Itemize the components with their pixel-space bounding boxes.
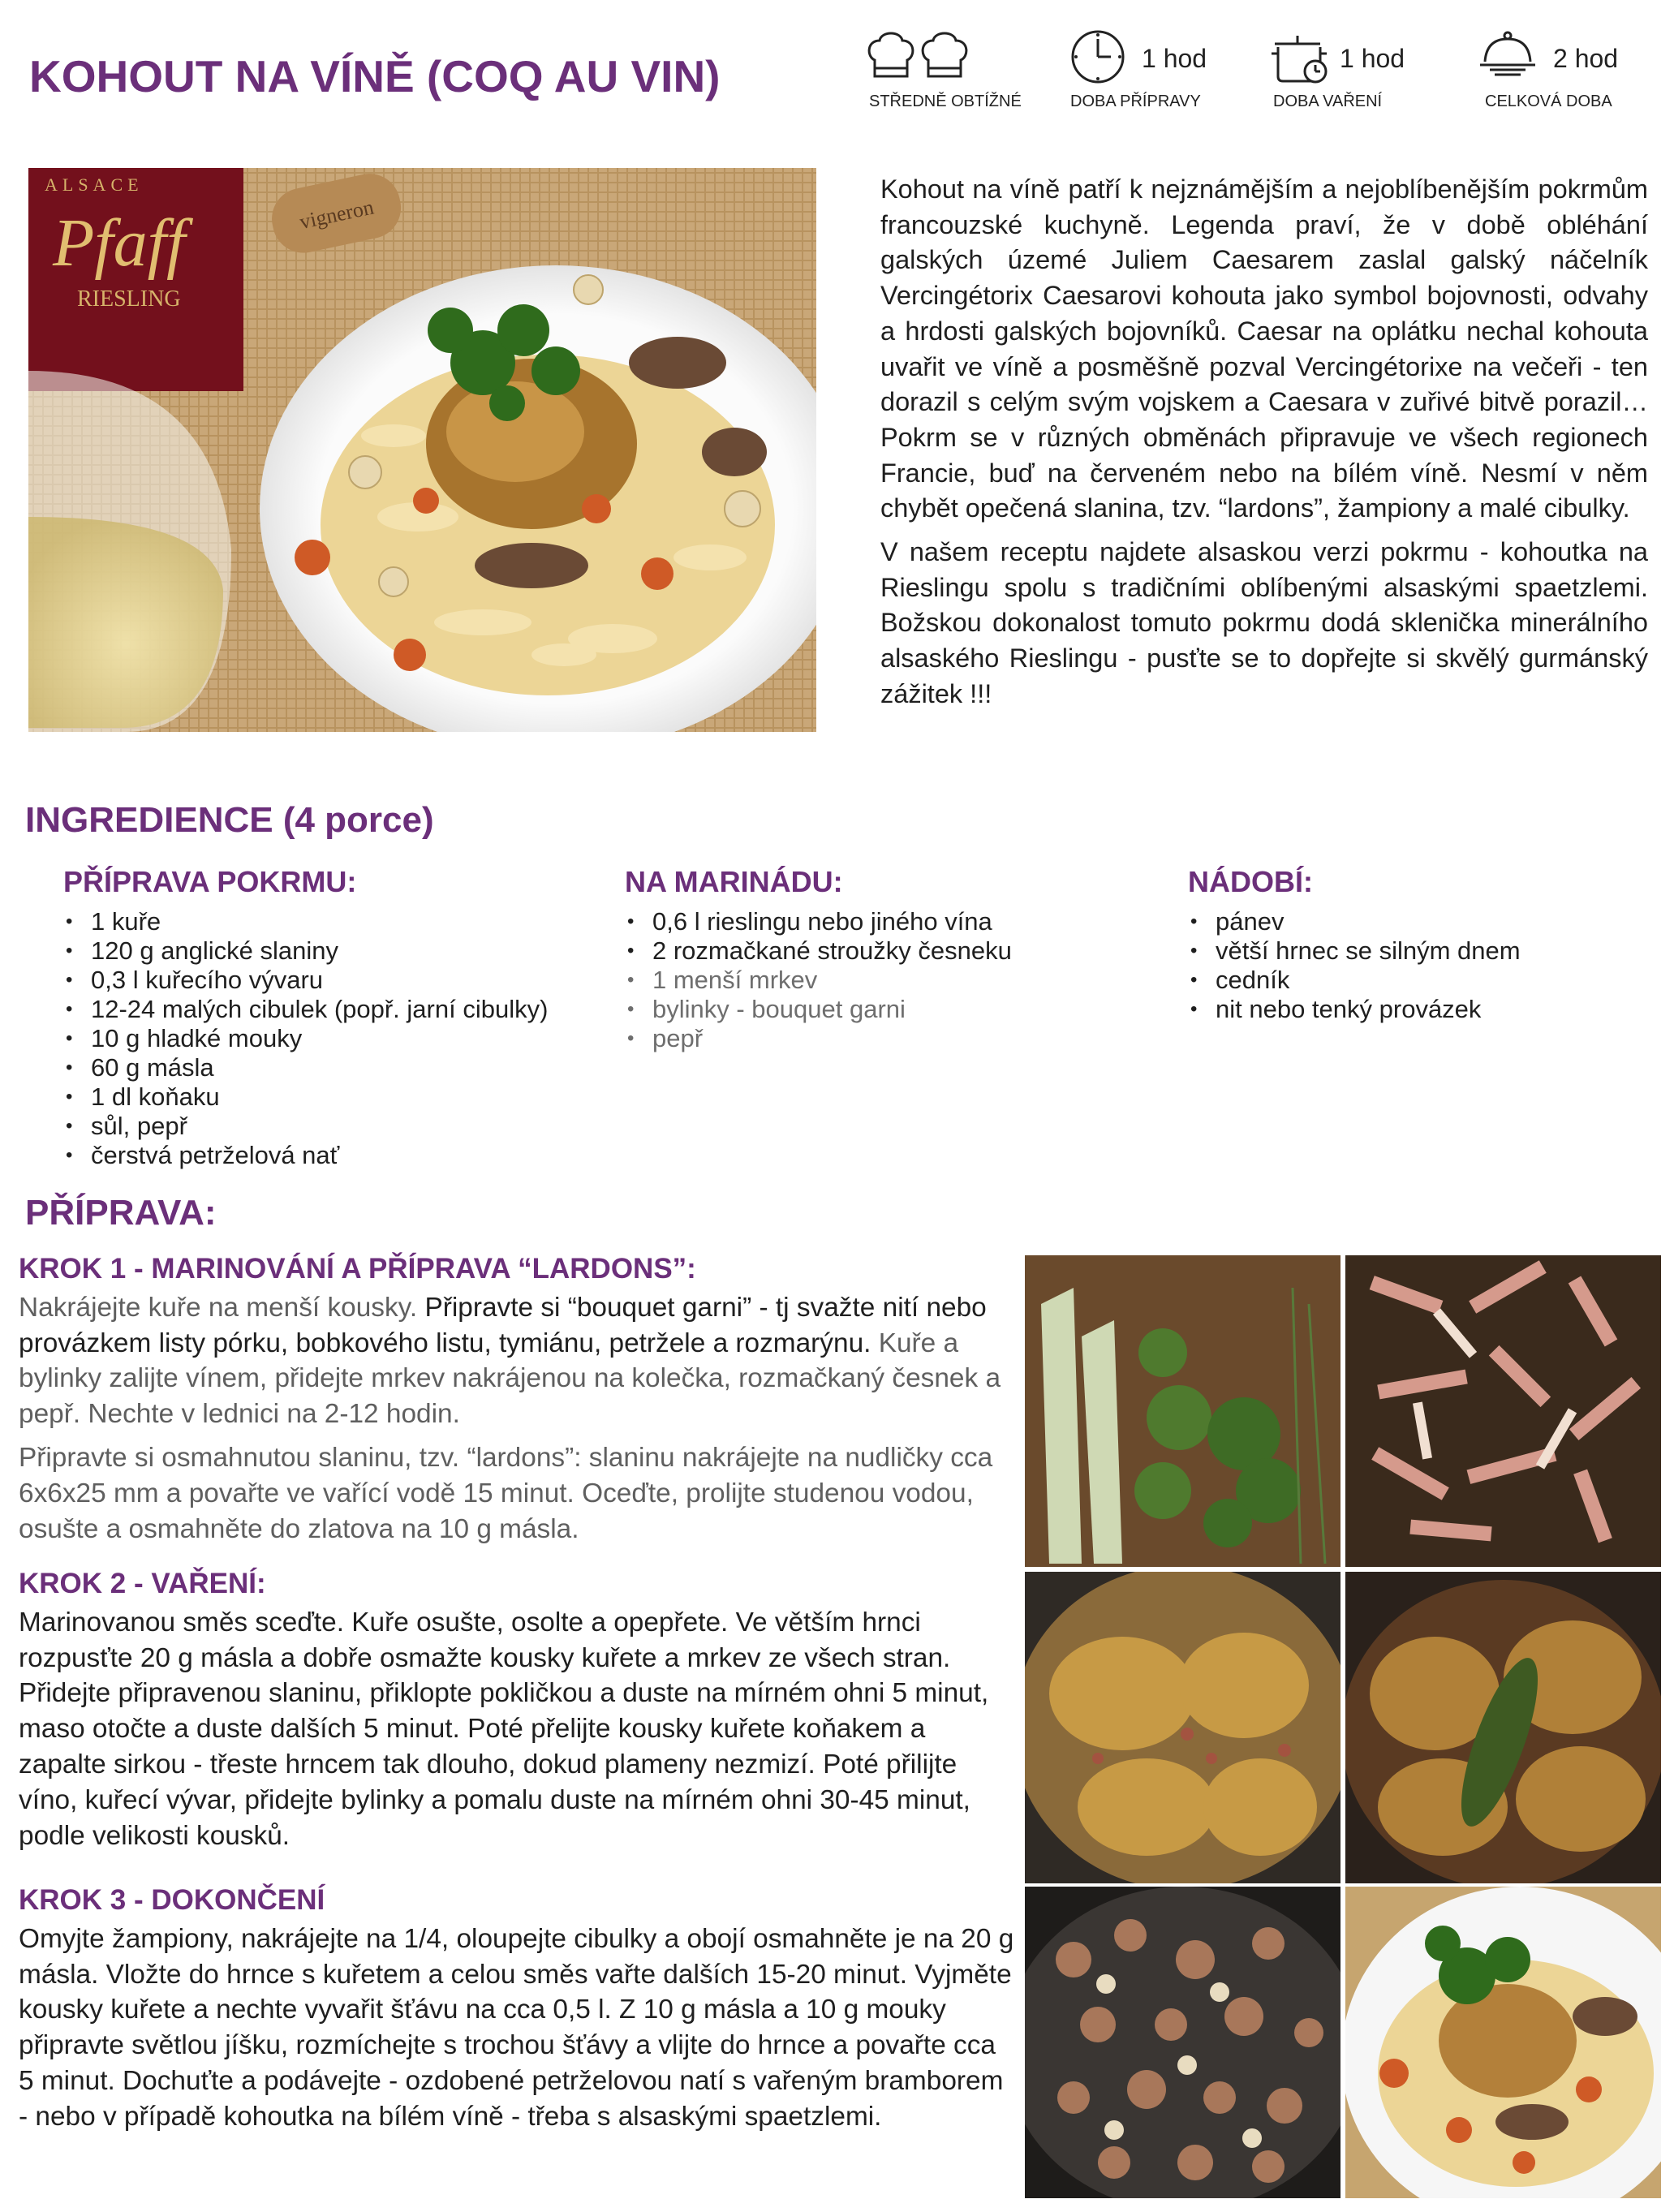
bottle-brand-text: Pfaff [53,205,186,281]
ingredient-item: • 60 g másla [63,1053,548,1082]
badge-label: DOBA PŘÍPRAVY [1070,93,1201,110]
cookware-item: • cedník [1188,966,1521,995]
column-heading: NA MARINÁDU: [625,865,843,898]
cork-text: vigneron [297,195,377,235]
step-3 [19,1883,1017,2143]
step-paragraph: Připravte si osmahnutou slaninu, tzv. “lardons”: slaninu nakrájejte na nudličky cca 6x6x25 mm a povařte ve vařící vodě 15 minut. Oceďte, prolijte studenou vodou, osušte a osmahněte do zlatova na 10 g másla. [19,1442,993,1544]
cookware-item: • nit nebo tenký provázek [1188,995,1521,1024]
bottle-wine-text: RIESLING [77,286,181,312]
cook-time-badge [1268,23,1431,128]
ingredient-item: • 2 rozmačkané stroužky česneku [625,936,1012,966]
step-text-part: Kuře a bylinky zalijte vínem, přidejte mrkev nakrájenou na kolečka, rozmačkaný česnek a pepř. Nechte v lednici na 2-12 hodin. [19,1328,1001,1430]
hero-dish-photo [28,168,816,732]
ingredient-item: • 0,6 l rieslingu nebo jiného vína [625,907,1012,936]
ingredient-item: • čerstvá petrželová nať [63,1141,548,1170]
step-heading: KROK 3 - DOKONČENÍ [19,1884,325,1916]
badge-value: 1 hod [1340,44,1405,73]
cookware-item: • větší hrnec se silným dnem [1188,936,1521,966]
intro-text [880,172,1648,743]
clock-icon [1069,28,1127,90]
cookware-item: • pánev [1188,907,1521,936]
badge-label: STŘEDNĚ OBTÍŽNÉ [869,93,1022,110]
ingredient-item: • 1 kuře [63,907,548,936]
ingredient-item: • 1 menší mrkev [625,966,1012,995]
photo-bacon-strips [1345,1255,1661,1567]
intro-paragraph: Kohout na víně patří k nejznámějším a nejoblíbenějším pokrmům francouzské kuchyně. Legenda praví, že v době obléhání galských územé Juliem Caesarem zaslal galský náčelník Vercingétorix Caesarovi kohouta jako symbol bojovnosti, odvahy a hrdosti galských bojovníků. Caesar na oplátku nechal kohouta uvařit ve víně a posměšně pozval Vercingétorixe na večeři - ten dorazil s celým svým vojskem a Caesara v zuřivé bitvě porazil… Pokrm se v různých obměnách připravuje ve všech regionech Francie, buď na červeném nebo na bílém víně. Nesmí v něm chybět opečená slanina, tzv. “lardons”, žampiony a malé cibulky. [880,174,1648,523]
step-2 [19,1566,1017,1861]
step-heading: KROK 1 - MARINOVÁNÍ A PŘÍPRAVA “LARDONS”: [19,1253,696,1285]
step-heading: KROK 2 - VAŘENÍ: [19,1568,266,1599]
badge-label: CELKOVÁ DOBA [1485,93,1612,110]
prep-time-badge [1067,23,1229,128]
photo-finished-dish [1345,1887,1661,2198]
photo-chicken-browning [1025,1572,1340,1883]
photo-chicken-with-herbs [1345,1572,1661,1883]
total-time-badge [1472,23,1642,128]
intro-paragraph: V našem receptu najdete alsaskou verzi pokrmu - kohoutka na Rieslingu spolu s tradičními oblíbenými alsaskými spaetzlemi. Božskou dokonalost tomuto pokrmu dodá sklenička minerálního alsaského Rieslingu - pusťte se to dopřejte si skvělý gurmánský zážitek !!! [880,537,1648,708]
ingredient-item: • 0,3 l kuřecího vývaru [63,966,548,995]
ingredient-item: • pepř [625,1024,1012,1053]
ingredient-item: • 12-24 malých cibulek (popř. jarní cibulky) [63,995,548,1024]
photo-mushrooms-onions [1025,1887,1340,2198]
ingredient-item: • 120 g anglické slaniny [63,936,548,966]
preparation-heading: PŘÍPRAVA: [25,1193,217,1233]
ingredient-item: • sůl, pepř [63,1112,548,1141]
column-heading: PŘÍPRAVA POKRMU: [63,865,357,898]
column-heading: NÁDOBÍ: [1188,865,1313,898]
ingredient-item: • 1 dl koňaku [63,1082,548,1112]
ingredients-column-marinade [625,865,1012,1053]
ingredients-column-dish [63,865,548,1170]
step-text-part: Připravte si “bouquet garni” - tj svažte nití nebo provázkem listy pórku, bobkového listu, tymiánu, petržele a rozmarýnu. [19,1292,987,1358]
photo-herbs [1025,1255,1340,1567]
step-paragraph [19,1290,1017,1432]
ingredient-item: • bylinky - bouquet garni [625,995,1012,1024]
step-paragraph: Omyjte žampiony, nakrájejte na 1/4, oloupejte cibulky a obojí osmahněte je na 20 g másla. Vložte do hrnce s kuřetem a celou směs vařte dalších 15-20 minut. Vyjměte kousky kuřete a nechte vyvařit šťávu na cca 0,5 l. Z 10 g másla a 10 g mouky připravte světlou jíšku, rozmíchejte s trochou šťávy a vlijte do hrnce a povařte cca 5 minut. Dochuťte a podávejte - ozdobené petrželovou natí s vařeným bramborem - nebo v případě kohoutka na bílém víně - třeba s alsaskými spaetzlemi. [19,1923,1014,2132]
recipe-title: KOHOUT NA VÍNĚ (COQ AU VIN) [29,51,721,101]
serving-cloche-icon [1478,28,1537,90]
badge-label: DOBA VAŘENÍ [1273,93,1383,110]
chef-hats-icon [865,28,987,88]
ingredients-heading: INGREDIENCE (4 porce) [25,800,434,840]
cooking-pot-icon [1268,28,1333,92]
step-paragraph: Marinovanou směs sceďte. Kuře osušte, osolte a opepřete. Ve větším hrnci rozpusťte 20 g másla a dobře osmažte kousky kuřete a mrkev ze všech stran. Přidejte připravenou slaninu, přiklopte pokličkou a duste na mírném ohni 5 minut, maso otočte a duste dalších 5 minut. Poté přelijte kousky kuřete koňakem a zapalte sirkou - třeste hrncem tak dlouho, dokud plameny nezmizí. Poté přilijte víno, kuřecí vývar, přidejte bylinky a pomalu duste na mírném ohni 30-45 minut, podle velikosti kousků. [19,1607,989,1851]
difficulty-badge [865,23,1027,128]
ingredients-column-cookware [1188,865,1521,1024]
ingredient-item: • 10 g hladké mouky [63,1024,548,1053]
step-text-part: Nakrájejte kuře na menší kousky. [19,1292,425,1323]
step-1 [19,1251,1017,1555]
badge-value: 2 hod [1553,44,1619,73]
badge-value: 1 hod [1142,44,1207,73]
bottle-region-text: ALSACE [45,174,144,195]
